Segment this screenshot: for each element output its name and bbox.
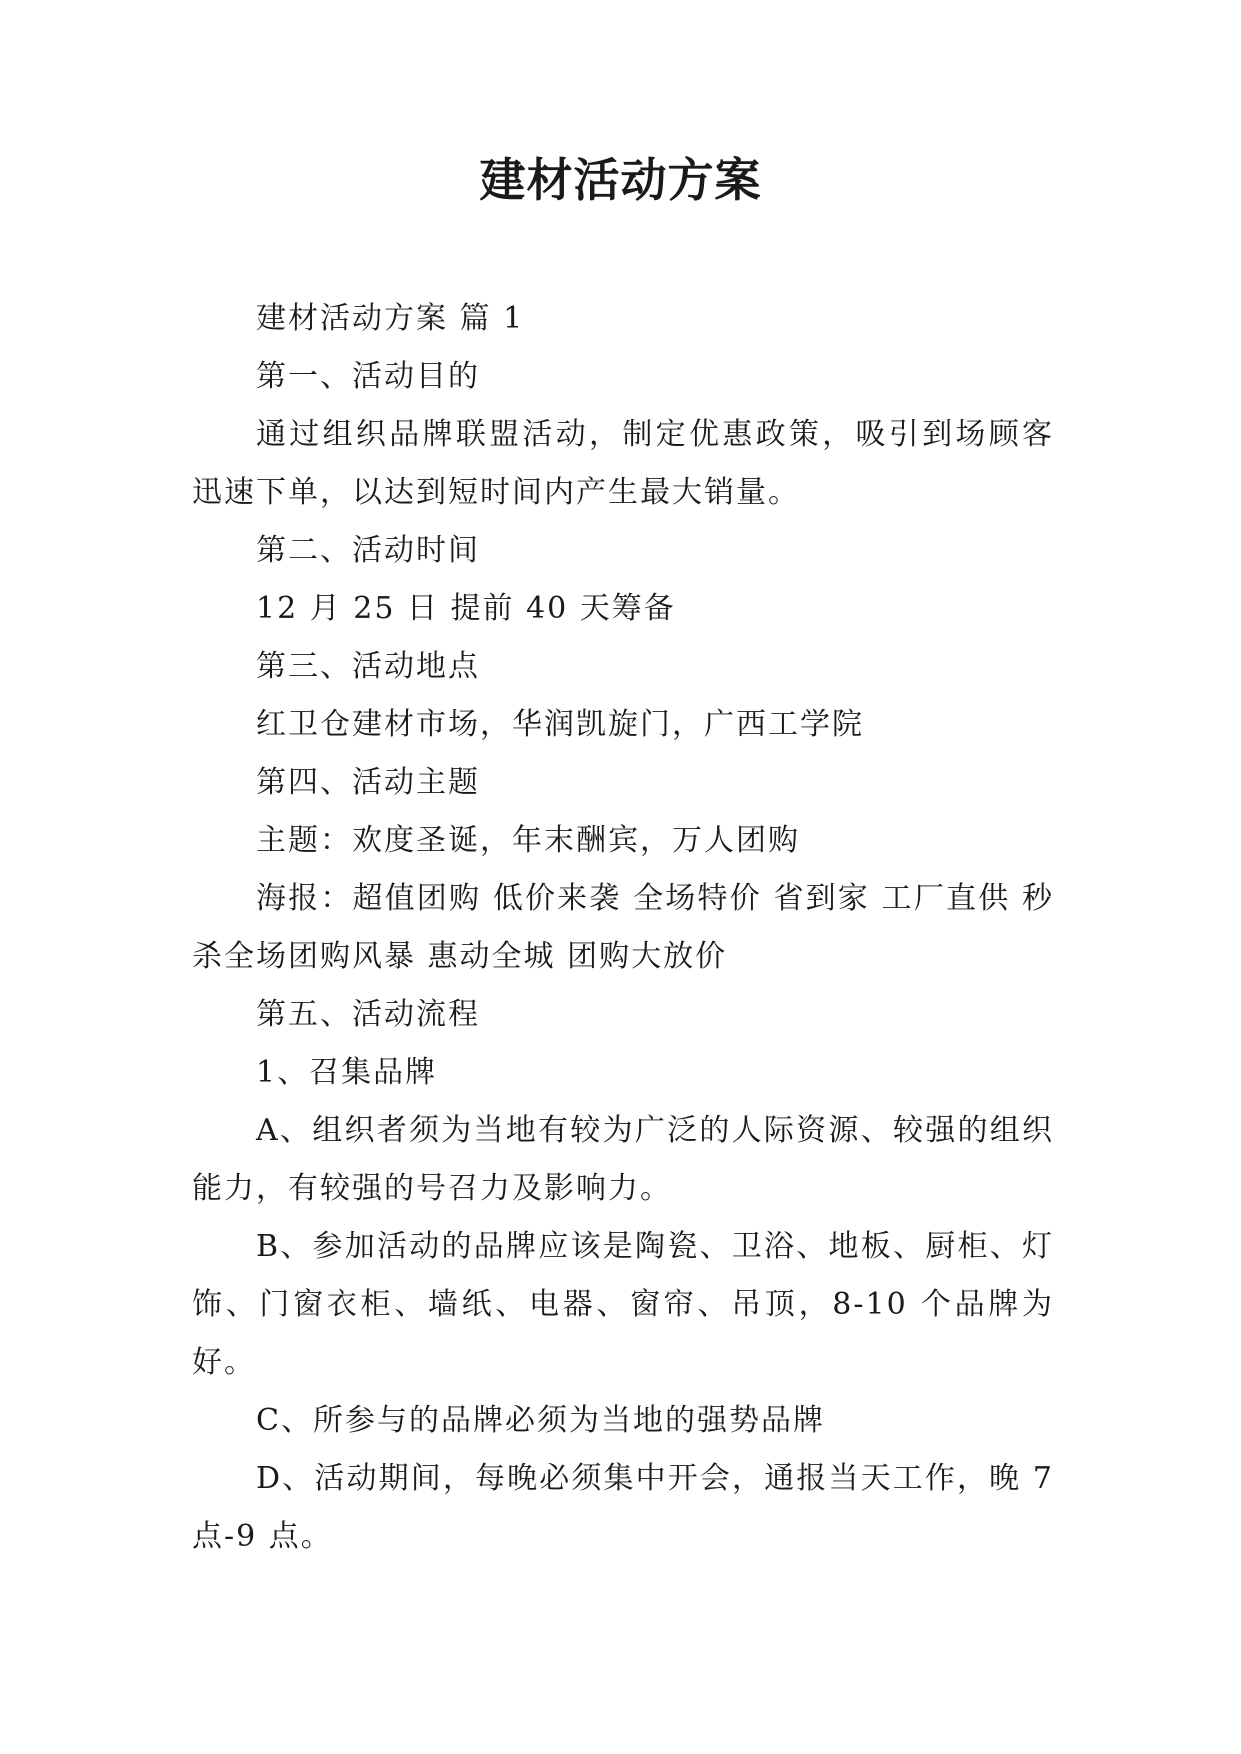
- section-heading: 第四、活动主题: [256, 765, 480, 800]
- document-body: [192, 290, 1054, 1566]
- section-heading: 第二、活动时间: [256, 533, 480, 568]
- section-heading: 第三、活动地点: [256, 649, 480, 684]
- paragraph: 通过组织品牌联盟活动，制定优惠政策，吸引到场顾客迅速下单，以达到短时间内产生最大销量。: [192, 417, 1054, 510]
- document-title: 建材活动方案: [479, 153, 762, 207]
- paragraph: 12 月 25 日 提前 40 天筹备: [256, 591, 676, 626]
- paragraph: 海报：超值团购 低价来袭 全场特价 省到家 工厂直供 秒杀全场团购风暴 惠动全城 团购大放价: [192, 881, 1054, 974]
- section-heading: 第五、活动流程: [256, 997, 480, 1032]
- section-heading: 建材活动方案 篇 1: [256, 301, 525, 336]
- list-item: A、组织者须为当地有较为广泛的人际资源、较强的组织能力，有较强的号召力及影响力。: [192, 1113, 1054, 1206]
- paragraph: 主题：欢度圣诞，年末酬宾，万人团购: [256, 823, 800, 858]
- list-item: D、活动期间，每晚必须集中开会，通报当天工作，晚 7 点-9 点。: [192, 1461, 1054, 1554]
- sub-heading: 1、召集品牌: [256, 1055, 438, 1090]
- section-heading: 第一、活动目的: [256, 359, 480, 394]
- list-item: C、所参与的品牌必须为当地的强势品牌: [256, 1403, 825, 1438]
- list-item: B、参加活动的品牌应该是陶瓷、卫浴、地板、厨柜、灯饰、门窗衣柜、墙纸、电器、窗帘、吊顶，8-10 个品牌为好。: [192, 1229, 1054, 1380]
- paragraph: 红卫仓建材市场，华润凯旋门，广西工学院: [256, 707, 864, 742]
